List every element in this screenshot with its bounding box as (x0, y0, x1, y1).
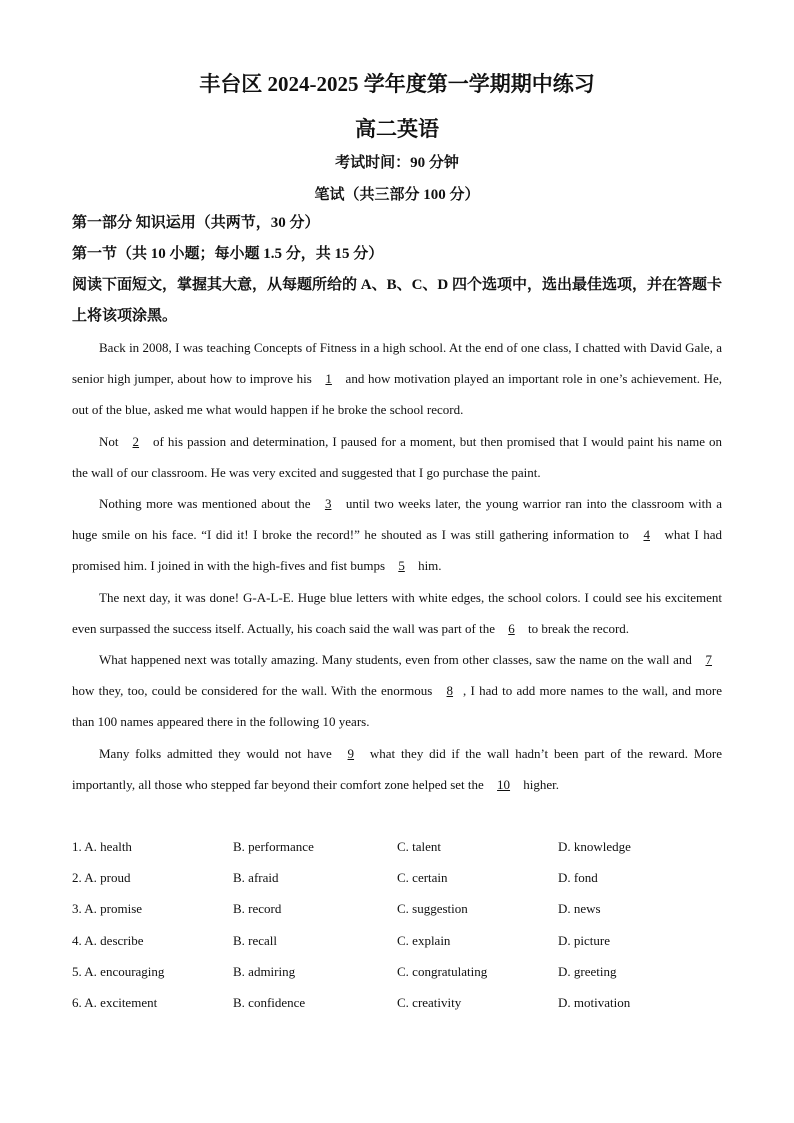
paragraph-4: The next day, it was done! G-A-L-E. Huge blue letters with white edges, the school colors. I could see his excitement even surpassed the success itself. Actually, his coach said the wall was part of the 6 to break the record. (72, 582, 722, 644)
option-a[interactable]: 6. A. excitement (72, 994, 158, 1010)
option-b[interactable]: B. recall (233, 932, 278, 948)
paragraph-3: Nothing more was mentioned about the 3 until two weeks later, the young warrior ran into the classroom with a huge smile on his face. “I did it! I broke the record!” he shouted as I was still gathering information to 4 what I had promised him. I joined in with the high-fives and fist bumps 5 him. (72, 488, 722, 582)
passage (72, 332, 722, 800)
option-a[interactable]: 4. A. describe (72, 932, 144, 948)
blank-10: 10 (497, 776, 511, 792)
option-d[interactable]: D. knowledge (558, 839, 631, 854)
instruction-text: 阅读下面短文，掌握其大意，从每题所给的 A、B、C、D 四个选项中，选出最佳选项，并在答题卡上将该项涂黑。 (72, 277, 723, 324)
blank-9: 9 (347, 745, 355, 761)
option-d[interactable]: D. greeting (558, 963, 617, 979)
question-options (72, 831, 722, 1018)
question-row (72, 831, 722, 862)
subject-title: 高二英语 (355, 117, 439, 141)
blank-4: 4 (643, 527, 650, 543)
option-a[interactable]: 1. A. health (72, 839, 132, 854)
option-c[interactable]: C. talent (397, 839, 442, 854)
question-row (72, 956, 722, 987)
exam-time: 考试时间：90 分钟 (335, 155, 459, 171)
question-row (72, 987, 722, 1018)
blank-7: 7 (705, 652, 712, 668)
blank-5: 5 (398, 558, 405, 574)
option-c[interactable]: C. congratulating (397, 963, 488, 979)
question-row (72, 862, 722, 893)
blank-1: 1 (325, 371, 332, 387)
option-a[interactable]: 3. A. promise (72, 901, 143, 917)
paragraph-2: Not 2 of his passion and determination, I paused for a moment, but then promised that I would paint his name on the wall of our classroom. He was very excited and suggested that I go purchase the paint. (72, 426, 722, 488)
option-b[interactable]: B. performance (233, 839, 314, 854)
paragraph-5: What happened next was totally amazing. Many students, even from other classes, saw the name on the wall and 7 how they, too, could be considered for the wall. With the enormous 8 , I had to add more names to the wall, and more than 100 names appeared there in the following 10 years. (72, 644, 722, 738)
exam-title: 丰台区 2024-2025 学年度第一学期期中练习 (199, 72, 595, 96)
paragraph-1: Back in 2008, I was teaching Concepts of Fitness in a high school. At the end of one class, I chatted with David Gale, a senior high jumper, about how to improve his 1 and how motivation played an important role in one’s achievement. He, out of the blue, asked me what would happen if he broke the school record. (72, 340, 722, 418)
option-c[interactable]: C. certain (397, 870, 448, 886)
option-b[interactable]: B. confidence (233, 994, 306, 1010)
option-b[interactable]: B. afraid (233, 870, 279, 886)
option-b[interactable]: B. admiring (233, 963, 296, 979)
blank-3: 3 (324, 496, 332, 512)
question-row (72, 893, 722, 924)
blank-6: 6 (508, 620, 515, 636)
option-d[interactable]: D. picture (558, 932, 610, 948)
option-c[interactable]: C. creativity (397, 994, 462, 1010)
option-d[interactable]: D. news (558, 901, 601, 917)
part-heading: 第一部分 知识运用（共两节，30 分） (72, 215, 320, 231)
option-d[interactable]: D. motivation (558, 994, 631, 1010)
paragraph-6: Many folks admitted they would not have 9 what they did if the wall hadn’t been part of the reward. More importantly, all those who stepped far beyond their comfort zone helped set the 10 higher. (72, 738, 722, 800)
option-b[interactable]: B. record (233, 901, 282, 917)
option-d[interactable]: D. fond (558, 870, 598, 886)
option-c[interactable]: C. explain (397, 932, 451, 948)
blank-2: 2 (132, 433, 140, 449)
option-a[interactable]: 2. A. proud (72, 870, 131, 886)
option-c[interactable]: C. suggestion (397, 901, 468, 917)
subsection-heading: 第一节（共 10 小题；每小题 1.5 分，共 15 分） (72, 246, 384, 262)
blank-8: 8 (446, 683, 454, 699)
question-row (72, 925, 722, 956)
option-a[interactable]: 5. A. encouraging (72, 963, 165, 979)
written-section-title: 笔试（共三部分 100 分） (314, 187, 480, 203)
